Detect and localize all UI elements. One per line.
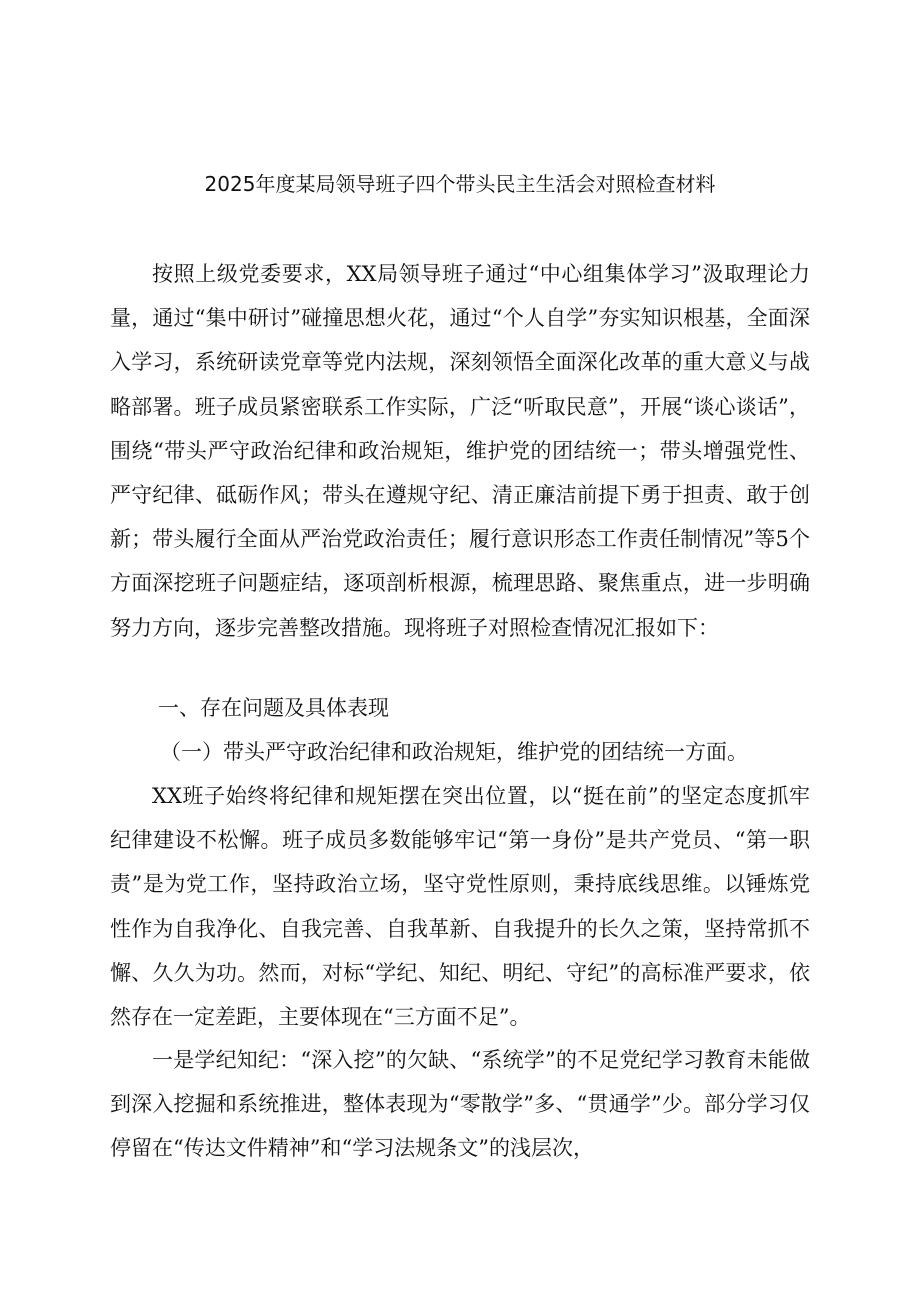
point-paragraph: 一是学纪知纪：“深入挖”的欠缺、“系统学”的不足党纪学习教育未能做到深入挖掘和系统推进，整体表现为“零散学”多、“贯通学”少。部分学习仅停留在“传达文件精神”和“学习法规条文”的浅层次， xyxy=(110,1048,810,1161)
intro-paragraph: 按照上级党委要求，XX局领导班子通过“中心组集体学习”汲取理论力量，通过“集中研讨”碰撞思想火花，通过“个人自学”夯实知识根基，全面深入学习，系统研读党章等党内法规，深刻领悟全面深化改革的重大意义与战略部署。班子成员紧密联系工作实际，广泛“听取民意”，开展“谈心谈话”，围绕“带头严守政治纪律和政治规矩，维护党的团结统一；带头增强党性、严守纪律、砥砺作风；带头在遵规守纪、清正廉洁前提下勇于担责、敢于创新；带头履行全面从严治党政治责任；履行意识形态工作责任制情况”等5个方面深挖班子问题症结，逐项剖析根源，梳理思路、聚焦重点，进一步明确努力方向，逐步完善整改措施。现将班子对照检查情况汇报如下： xyxy=(110,262,810,640)
document-title: 2025年度某局领导班子四个带头民主生活会对照检查材料 xyxy=(204,172,716,196)
subsection-heading: （一）带头严守政治纪律和政治规矩，维护党的团结统一方面。 xyxy=(160,740,748,764)
section-heading: 一、存在问题及具体表现 xyxy=(158,696,389,720)
section-body-paragraph: XX班子始终将纪律和规矩摆在突出位置，以“挺在前”的坚定态度抓牢纪律建设不松懈。班子成员多数能够牢记“第一身份”是共产党员、“第一职责”是为党工作，坚持政治立场，坚守党性原则，秉持底线思维。以锤炼党性作为自我净化、自我完善、自我革新、自我提升的长久之策，坚持常抓不懈、久久为功。然而，对标“学纪、知纪、明纪、守纪”的高标准严要求，依然存在一定差距，主要体现在“三方面不足”。 xyxy=(110,784,810,1030)
